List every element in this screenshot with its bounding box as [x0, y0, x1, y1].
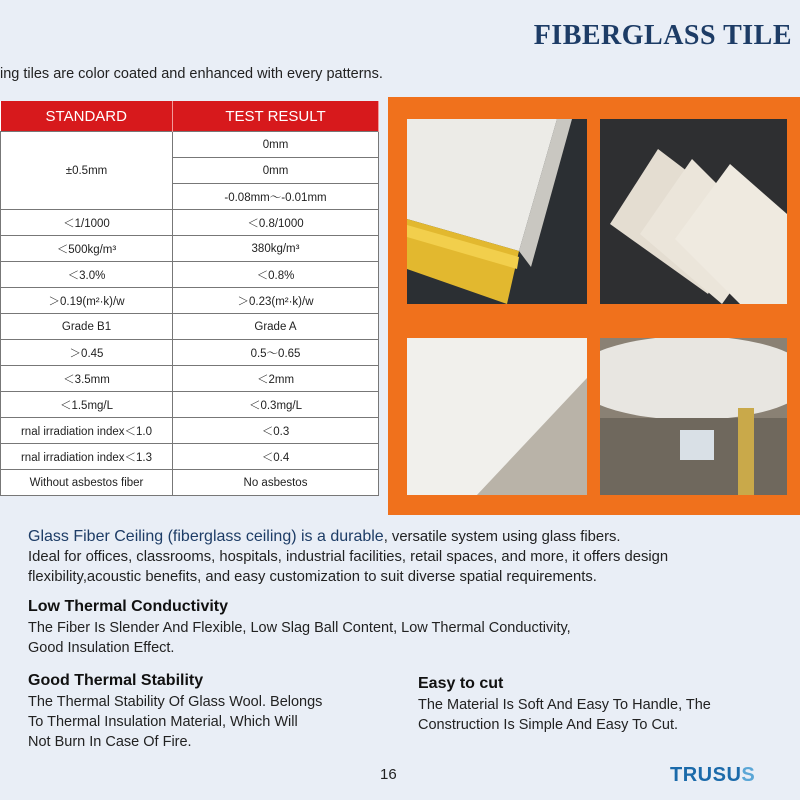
standard-cell: ＞0.45 [1, 340, 173, 366]
table-row [1, 288, 379, 314]
feature-low-thermal-conductivity [28, 598, 728, 658]
page-number: 16 [380, 766, 397, 783]
header-test-result: TEST RESULT [173, 101, 379, 132]
feature-text: The Thermal Stability Of Glass Wool. Belongs To Thermal Insulation Material, Which Will Not Burn In Case Of Fire. [28, 694, 323, 750]
standard-cell: Without asbestos fiber [1, 470, 173, 496]
standard-cell: ＜500kg/m³ [1, 236, 173, 262]
brand-accent: S [741, 764, 756, 786]
standard-cell: ＜1.5mg/L [1, 392, 173, 418]
table-row [1, 132, 379, 158]
description-lead: Glass Fiber Ceiling (fiberglass ceiling) is a durable [28, 528, 384, 545]
product-description [28, 527, 668, 587]
result-cell: 0mm [173, 132, 379, 158]
intro-text: ing tiles are color coated and enhanced with every patterns. [0, 66, 383, 82]
table-row [1, 366, 379, 392]
brand-logo [670, 764, 755, 787]
description-line-3: flexibility,acoustic benefits, and easy customization to suit diverse spatial requirements. [28, 569, 597, 585]
standard-cell: ＜1/1000 [1, 210, 173, 236]
standard-cell: ±0.5mm [1, 132, 173, 210]
feature-title: Easy to cut [418, 675, 504, 692]
result-cell: -0.08mm～-0.01mm [173, 184, 379, 210]
result-cell: ＜2mm [173, 366, 379, 392]
table-row [1, 392, 379, 418]
table-row [1, 418, 379, 444]
header-standard: STANDARD [1, 101, 173, 132]
standard-cell: ＜3.0% [1, 262, 173, 288]
result-cell: Grade A [173, 314, 379, 340]
description-rest: , versatile system using glass fibers. [383, 529, 621, 545]
table-row [1, 262, 379, 288]
result-cell: ＜0.4 [173, 444, 379, 470]
table-row [1, 210, 379, 236]
feature-title: Good Thermal Stability [28, 672, 204, 689]
result-cell: 380kg/m³ [173, 236, 379, 262]
feature-easy-to-cut [418, 675, 788, 735]
result-cell: 0.5～0.65 [173, 340, 379, 366]
table-row [1, 236, 379, 262]
feature-text: The Fiber Is Slender And Flexible, Low Slag Ball Content, Low Thermal Conductivity, Good Insulation Effect. [28, 620, 571, 656]
result-cell: ＜0.3mg/L [173, 392, 379, 418]
result-cell: ＜0.8% [173, 262, 379, 288]
standard-cell: rnal irradiation index＜1.0 [1, 418, 173, 444]
feature-text: The Material Is Soft And Easy To Handle, The Construction Is Simple And Easy To Cut. [418, 697, 711, 733]
description-line-1 [28, 527, 668, 547]
tile-edge-photo [407, 119, 587, 304]
spec-table [0, 101, 379, 496]
table-row [1, 470, 379, 496]
result-cell: No asbestos [173, 470, 379, 496]
standard-cell: Grade B1 [1, 314, 173, 340]
result-cell: ＜0.3 [173, 418, 379, 444]
product-photo-panel [388, 97, 800, 515]
standard-cell: ＞0.19(m²·k)/w [1, 288, 173, 314]
feature-good-thermal-stability [28, 672, 388, 752]
result-cell: ＞0.23(m²·k)/w [173, 288, 379, 314]
table-row [1, 444, 379, 470]
table-row [1, 340, 379, 366]
table-row [1, 314, 379, 340]
ceiling-install-photo [600, 338, 787, 495]
page-title: FIBERGLASS TILE [533, 20, 792, 51]
tile-texture-photo [407, 338, 587, 495]
tile-stack-photo [600, 119, 787, 304]
feature-title: Low Thermal Conductivity [28, 598, 229, 615]
result-cell: 0mm [173, 158, 379, 184]
standard-cell: ＜3.5mm [1, 366, 173, 392]
brand-main: TRUSU [670, 764, 742, 786]
result-cell: ＜0.8/1000 [173, 210, 379, 236]
description-line-2: Ideal for offices, classrooms, hospitals, industrial facilities, retail spaces, and more, it offers design [28, 549, 669, 565]
standard-cell: rnal irradiation index＜1.3 [1, 444, 173, 470]
